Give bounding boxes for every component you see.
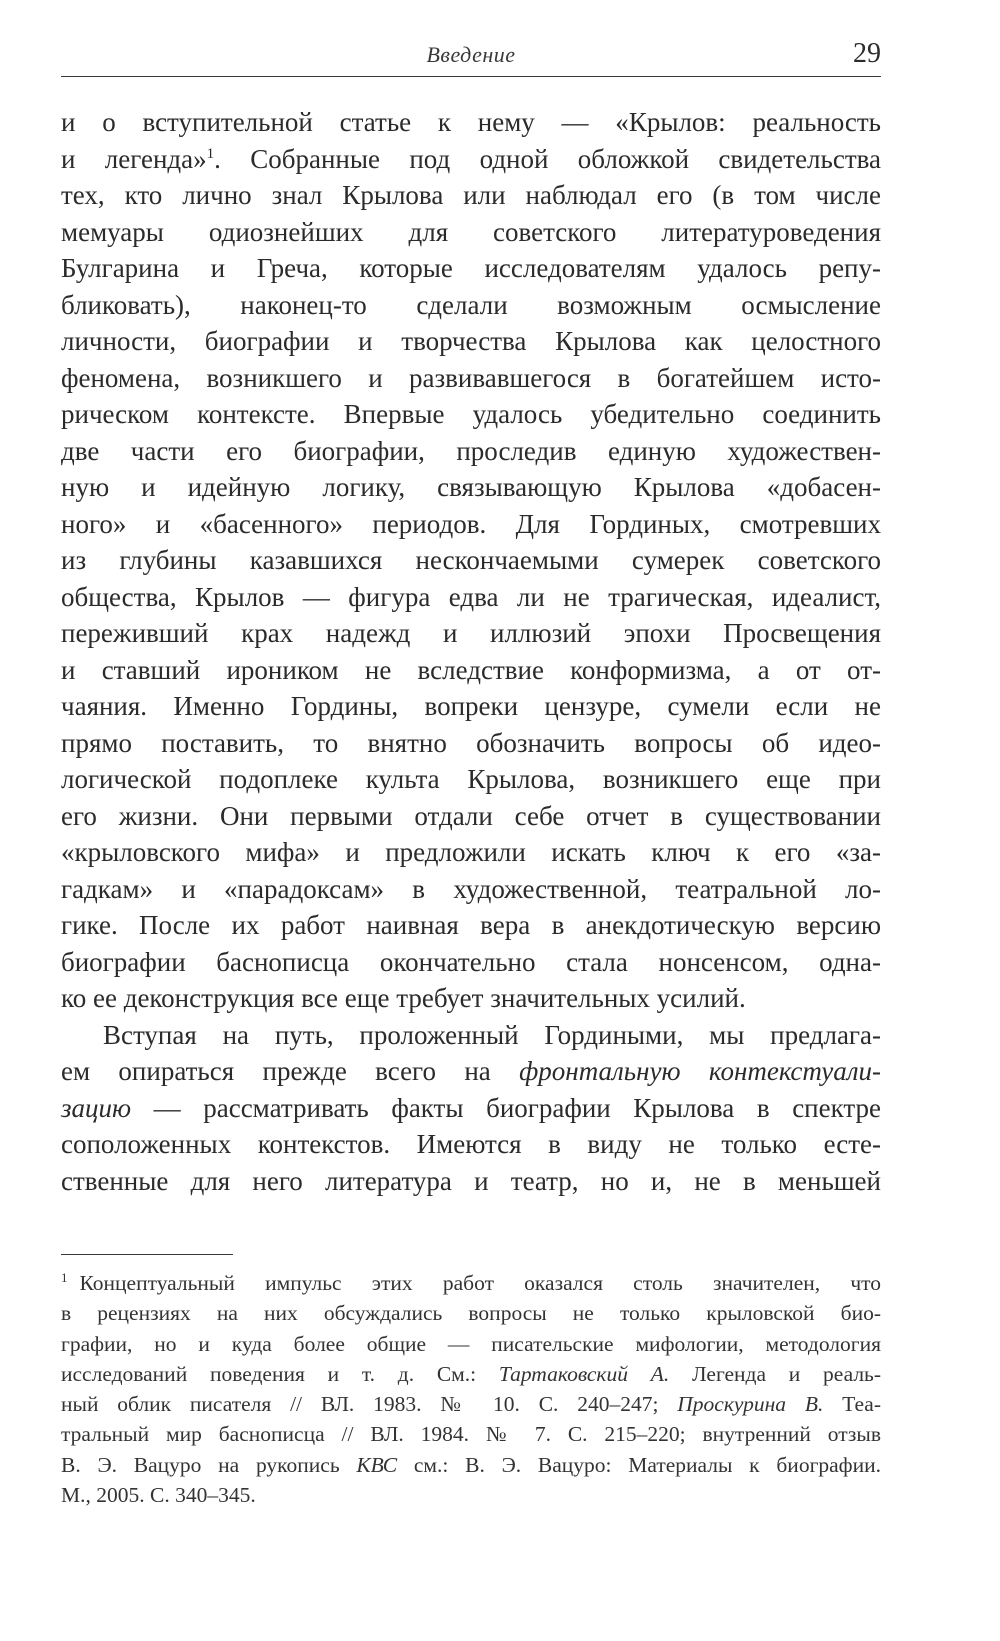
text-line: логической подоплеке культа Крылова, возникшего еще при (61, 764, 881, 794)
footnote-line (61, 1268, 881, 1298)
text-line: личности, биографии и творчества Крылова как целостного (61, 326, 881, 356)
text-line: Вступая на путь, проложенный Гордиными, мы предлага- (103, 1019, 881, 1050)
footnote-line (61, 1359, 881, 1389)
footnote-reference[interactable]: 1 (206, 145, 215, 162)
footnote-line: тральный мир баснописца // ВЛ. 1984. № 7. С. 215–220; внутренний отзыв (61, 1422, 881, 1447)
text-fragment: ный облик писателя // ВЛ. 1983. № 10. С. 240–247; (61, 1392, 678, 1417)
text-fragment: Теа- (823, 1392, 882, 1417)
text-fragment: исследований поведения и т. д. См.: (61, 1361, 499, 1386)
text-line: «крыловского мифа» и предложили искать ключ к его «за- (61, 837, 881, 867)
footnote-section (61, 1268, 881, 1510)
text-fragment: см.: В. Э. Вацуро: Материалы к биографии. (397, 1452, 881, 1477)
text-fragment: ем опираться прежде всего на (61, 1056, 520, 1086)
text-line: бликовать), наконец-то сделали возможным осмысление (61, 289, 881, 320)
text-line: соположенных контекстов. Имеются в виду не только есте- (61, 1129, 881, 1159)
text-line: чаяния. Именно Гордины, вопреки цензуре, сумели если не (61, 691, 881, 721)
footnote-line: М., 2005. С. 340–345. (61, 1483, 256, 1508)
text-line: Булгарина и Греча, которые исследователям удалось репу- (61, 253, 881, 283)
text-line (61, 141, 881, 178)
text-line: его жизни. Они первыми отдали себе отчет в существовании (61, 800, 881, 831)
footnote-divider (61, 1254, 233, 1255)
running-title: Введение (426, 42, 516, 67)
text-line: мемуары одиознейших для советского литературоведения (61, 216, 881, 247)
text-line: тех, кто лично знал Крылова или наблюдал его (в том числе (61, 180, 881, 210)
text-fragment: и легенда» (61, 143, 207, 174)
text-fragment: — рассматривать факты биографии Крылова в спектре (131, 1092, 881, 1123)
text-line: феномена, возникшего и развивавшегося в богатейшем исто- (61, 362, 881, 393)
footnote-line: графии, но и куда более общие — писательские мифологии, методология (61, 1331, 881, 1356)
page-number: 29 (853, 38, 881, 69)
text-line: ную и идейную логику, связывающую Крылова «добасен- (61, 472, 881, 502)
footnote-line (61, 1389, 881, 1419)
cited-author: Проскурина В. (677, 1392, 824, 1417)
footnote-line: в рецензиях на них обсуждались вопросы не только крыловской био- (61, 1301, 881, 1326)
running-header (61, 38, 881, 77)
text-line: гике. После их работ наивная вера в анекдотическую версию (61, 910, 881, 940)
main-text (61, 104, 881, 1199)
text-line: общества, Крылов — фигура едва ли не трагическая, идеалист, (61, 581, 881, 612)
cited-author: Тартаковский А. (498, 1361, 670, 1386)
text-line: из глубины казавшихся нескончаемыми сумерек советского (61, 545, 881, 575)
text-line: ственные для него литература и театр, но и, не в меньшей (61, 1165, 881, 1196)
text-fragment: Концептуальный импульс этих работ оказался столь значителен, что (79, 1271, 881, 1295)
footnote-line (61, 1450, 881, 1480)
text-line: рическом контексте. Впервые удалось убедительно соединить (61, 399, 881, 429)
text-line: и ставший ироником не вследствие конформизма, а от от- (61, 654, 881, 685)
text-line: и о вступительной статье к нему — «Крылов: реальность (61, 107, 881, 137)
italic-term: зацию (61, 1092, 132, 1123)
text-line: ного» и «басенного» периодов. Для Гординых, смотревших (61, 508, 881, 539)
footnote-marker: 1 (61, 1269, 68, 1285)
text-fragment: В. Э. Вацуро на рукопись (61, 1452, 357, 1477)
text-line (61, 1090, 881, 1127)
text-line: биографии баснописца окончательно стала нонсенсом, одна- (61, 946, 881, 977)
text-line: переживший крах надежд и иллюзий эпохи Просвещения (61, 618, 881, 648)
italic-term: фронтальную контекстуали- (519, 1056, 881, 1086)
text-line (61, 1053, 881, 1090)
text-line: гадкам» и «парадоксам» в художественной, театральной ло- (61, 873, 881, 904)
text-fragment: Легенда и реаль- (669, 1361, 882, 1386)
text-line: две части его биографии, проследив единую художествен- (61, 435, 881, 466)
cited-abbreviation: КВС (356, 1452, 398, 1477)
text-line: ко ее деконструкция все еще требует значительных усилий. (61, 983, 746, 1013)
text-fragment: . Собранные под одной обложкой свидетельства (214, 143, 882, 174)
text-line: прямо поставить, то внятно обозначить вопросы об идео- (61, 727, 881, 758)
